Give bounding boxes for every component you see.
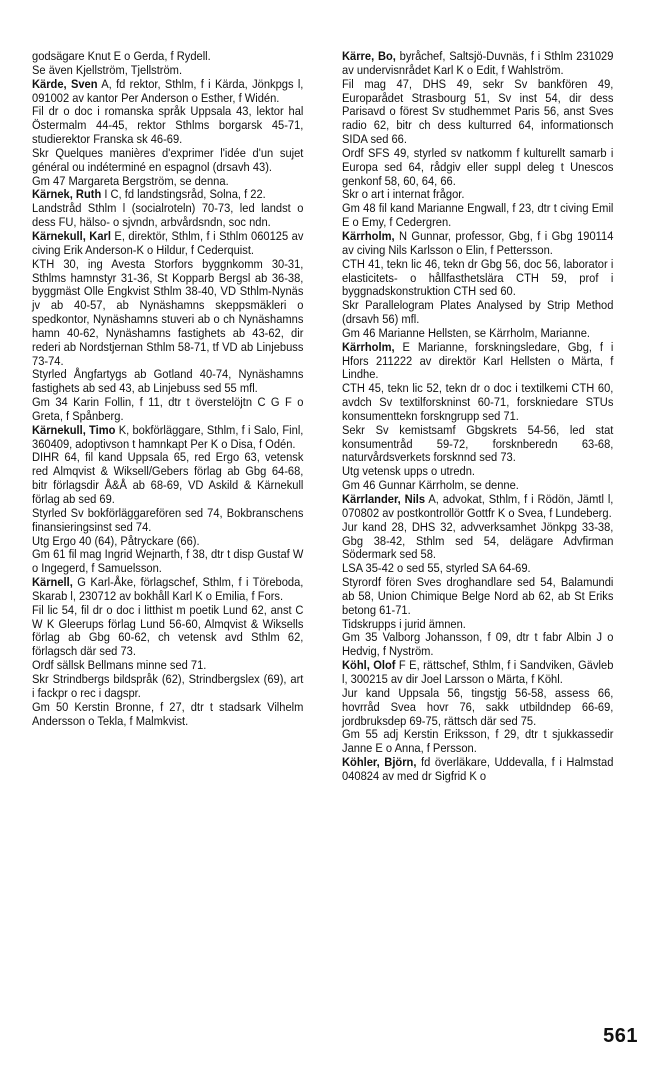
entry-name: Kärre, Bo, [342, 49, 396, 63]
entry-text: A, fd rektor, Sthlm, f i Kärda, Jönkpgs l, 091002 av kantor Per Anderson o Esther, f Widén. [32, 76, 304, 105]
entry-heading-paragraph [32, 424, 303, 452]
entry-paragraph [342, 562, 613, 576]
entry-text: Skr Quelques manières d'exprimer l'idée d'un sujet général ou indéterminé en espagnol (drsavh 43). [32, 145, 304, 174]
entry-text: Skr Strindbergs bildspråk (62), Strindbergslex (69), art i fackpr o rec i dagspr. [32, 671, 304, 700]
entry-paragraph [342, 382, 613, 424]
entry-text: CTH 41, tekn lic 46, tekn dr Gbg 56, doc 56, laborator i elasticitets- o hållfasthetslära CTH 59, prof i byggnadskonstruktion CTH sed 60. [342, 256, 614, 299]
entry-paragraph [342, 479, 613, 493]
entry-heading-paragraph [342, 230, 613, 258]
entry-paragraph [342, 327, 613, 341]
entry-paragraph [32, 604, 303, 659]
entry-text: Fil lic 54, fil dr o doc i litthist m poetik Lund 62, anst C W K Gleerups förlag Lund 56-60, Almqvist & Wiksells förlag ab Gbg 60-62, ch vetensk avd Sthlm 62, förlagsch där sed 73. [32, 602, 304, 659]
entry-text: Styrordf fören Sves droghandlare sed 54, Balamundi ab 58, Union Chimique Belge Nord ab 62, ab St Eriks betong 61-71. [342, 575, 614, 617]
entry-paragraph [32, 105, 303, 147]
entry-paragraph [342, 202, 613, 230]
entry-paragraph [342, 188, 613, 202]
entry-text: F E, rättschef, Sthlm, f i Sandviken, Gävleb l, 300215 av dir Joel Larsson o Märta, f Köhl. [342, 658, 614, 686]
entry-text: Landstråd Sthlm l (socialroteln) 70-73, led landst o dess FU, hälso- o sjvndn, arbvårdsndn, soc ndn. [32, 201, 304, 230]
entry-text: Jur kand 28, DHS 32, advverksamhet Jönkpg 33-38, Gbg 38-42, Sthlm sed 54, delägare Advfirman Södermark sed 58. [342, 519, 614, 562]
entry-text: Gm 61 fil mag Ingrid Wejnarth, f 38, dtr t disp Gustaf W o Ingegerd, f Samuelsson. [32, 547, 304, 576]
entry-name: Kärnek, Ruth [32, 187, 102, 202]
entry-paragraph [32, 50, 303, 64]
entry-text: A, advokat, Sthlm, f i Rödön, Jämtl l, 070802 av postkontrollör Gottfr K o Svea, f Lundeberg. [342, 492, 614, 520]
entry-text: E Marianne, forskningsledare, Gbg, f i Hfors 211222 av direktör Karl Hellsten o Märta, f Lindhe. [342, 339, 614, 382]
entry-paragraph [342, 618, 613, 632]
entry-text: Tidskrupps i jurid ämnen. [342, 616, 466, 631]
entry-text: Sekr Sv kemistsamf Gbgskrets 54-56, led stat konsumentråd 59-72, forsknberedn 63-68, naturvårdsverkets forsknnd sed 73. [342, 422, 614, 465]
entry-heading-paragraph [32, 230, 303, 258]
left-column [32, 50, 303, 728]
entry-name: Kärrholm, [342, 228, 395, 243]
entry-paragraph [342, 78, 613, 147]
entry-text: Gm 34 Karin Follin, f 11, dtr t överstelöjtn C G F o Greta, f Spånberg. [32, 395, 304, 423]
entry-text: Gm 35 Valborg Johansson, f 09, dtr t fabr Albin J o Hedvig, f Nyström. [342, 630, 614, 659]
entry-name: Kärnekull, Timo [32, 422, 116, 437]
entry-name: Kärrholm, [342, 339, 395, 354]
entry-heading-paragraph [32, 78, 303, 106]
entry-text: Gm 50 Kerstin Bronne, f 27, dtr t stadsark Vilhelm Andersson o Tekla, f Malmkvist. [32, 699, 304, 728]
entry-text: I C, fd landstingsråd, Solna, f 22. [101, 187, 266, 202]
entry-text: Ordf sällsk Bellmans minne sed 71. [32, 658, 207, 673]
entry-text: Styrled Ångfartygs ab Gotland 40-74, Nynäshamns fastighets ab sed 43, ab Linjebuss sed 55 mfl. [32, 367, 304, 396]
entry-paragraph [32, 451, 303, 506]
entry-text: Gm 47 Margareta Bergström, se denna. [32, 173, 229, 188]
entry-text: KTH 30, ing Avesta Storfors byggnkomm 30-31, Sthlms hamnstyr 31-36, St Kopparb Bergsl ab 36-38, byggmäst Olle Engkvist Sthlm 38-40, VD Sthlm-Nynäs jv ab 40-57, ab Nynäshamns skeppsmäkleri o spedkontor, Nynäshamns stuveri ab o ch Nynäshamns hamn 40-62, Nynäshamns fastighets ab 43-62, dir rederi ab Nordstjernan Sthlm 58-71, tf VD ab Linjebuss 73-74. [32, 256, 304, 368]
entry-heading-paragraph [32, 188, 303, 202]
entry-text: DIHR 64, fil kand Uppsala 65, red Ergo 63, vetensk red Almqvist & Wiksell/Gebers förlag ab Gbg 64-68, bitr förlagsdir Å&Å ab 68-69, VD Askild & Kärnekull förlag ab sed 69. [32, 450, 304, 506]
entry-paragraph [32, 673, 303, 701]
entry-paragraph [342, 728, 613, 756]
entry-text: Ordf SFS 49, styrled sv natkomm f kulturellt samarb i Europa sed 64, rådgiv eller suppl deleg t Unescos genkonf 58, 60, 64, 66. [342, 145, 614, 188]
entry-paragraph [32, 368, 303, 396]
entry-text: Gm 46 Gunnar Kärrholm, se denne. [342, 478, 519, 493]
entry-paragraph [32, 147, 303, 175]
entry-paragraph [342, 299, 613, 327]
entry-paragraph [32, 535, 303, 549]
entry-name: Kärrlander, Nils [342, 492, 426, 506]
entry-text: Skr o art i internat frågor. [342, 187, 465, 202]
entry-text: G Karl-Åke, förlagschef, Sthlm, f i Töreboda, Skarab l, 230712 av bokhåll Karl K o Emilia, f Fors. [32, 575, 304, 603]
entry-text: Fil dr o doc i romanska språk Uppsala 43, lektor hal Östermalm 44-45, rektor Sthlms borgarsk 45-71, studierektor Franska sk 46-69. [32, 104, 304, 147]
entry-text: Se även Kjellström, Tjellström. [32, 62, 183, 77]
entry-paragraph [342, 687, 613, 729]
entry-text: LSA 35-42 o sed 55, styrled SA 64-69. [342, 561, 531, 576]
entry-paragraph [32, 64, 303, 78]
entry-text: Gm 48 fil kand Marianne Engwall, f 23, dtr t civing Emil E o Emy, f Cedergren. [342, 201, 614, 230]
entry-paragraph [342, 631, 613, 659]
entry-text: E, direktör, Sthlm, f i Sthlm 060125 av civing Erik Anderson-K o Hildur, f Cederquist. [32, 228, 304, 257]
entry-name: Kärnell, [32, 575, 73, 590]
entry-paragraph [32, 659, 303, 673]
entry-text: Utg Ergo 40 (64), Påtryckare (66). [32, 533, 200, 548]
entry-paragraph [342, 258, 613, 300]
entry-heading-paragraph [342, 341, 613, 383]
entry-paragraph [342, 576, 613, 618]
right-column [342, 50, 613, 784]
entry-paragraph [32, 258, 303, 369]
page-number: 561 [603, 1025, 638, 1047]
entry-text: K, bokförläggare, Sthlm, f i Salo, Finl, 360409, adoptivson t hamnkapt Per K o Disa, f Odén. [32, 422, 304, 451]
entry-text: Gm 46 Marianne Hellsten, se Kärrholm, Marianne. [342, 325, 590, 340]
entry-text: Fil mag 47, DHS 49, sekr Sv bankfören 49, Europarådet Strasbourg 51, Sv inst 54, dir dess Parisavd o förest Sv studhemmet Paris 56, anst Sves radio 62, bitr ch dess kulturred 64, informationsch SIDA sed 66. [342, 76, 614, 147]
entry-heading-paragraph [342, 756, 613, 784]
entry-paragraph [32, 202, 303, 230]
entry-paragraph [342, 147, 613, 189]
entry-text: byråchef, Saltsjö-Duvnäs, f i Sthlm 231029 av undervisnrådet Karl K o Edit, f Wahlström. [342, 49, 614, 77]
entry-paragraph [32, 175, 303, 189]
entry-text: Skr Parallelogram Plates Analysed by Strip Method (drsavh 56) mfl. [342, 298, 614, 327]
entry-name: Kärde, Sven [32, 76, 98, 91]
entry-text: Styrled Sv bokförläggarefören sed 74, Bokbranschens finansieringsinst sed 74. [32, 505, 304, 534]
entry-text: Jur kand Uppsala 56, tingstjg 56-58, assess 66, hovrråd Svea hovr 76, sakk utbildndep 66-69, jordbruksdep 69-75, rättsch där sed 75. [342, 685, 614, 728]
entry-paragraph [342, 424, 613, 466]
entry-paragraph [32, 396, 303, 424]
entry-heading-paragraph [342, 659, 613, 687]
entry-text: CTH 45, tekn lic 52, tekn dr o doc i textilkemi CTH 60, avdch Sv textilforskninst 60-71, forskniedare STUs konsumenttekn forskngrupp sed 71. [342, 381, 614, 423]
entry-heading-paragraph [32, 576, 303, 604]
entry-paragraph [32, 548, 303, 576]
entry-paragraph [32, 701, 303, 729]
entry-name: Köhl, Olof [342, 658, 396, 673]
entry-heading-paragraph [342, 493, 613, 521]
entry-paragraph [342, 465, 613, 479]
entry-text: fd överläkare, Uddevalla, f i Halmstad 040824 av med dr Sigfrid K o [342, 755, 614, 783]
entry-text: N Gunnar, professor, Gbg, f i Gbg 190114 av civing Nils Karlsson o Elin, f Pettersson. [342, 228, 614, 257]
entry-text: godsägare Knut E o Gerda, f Rydell. [32, 49, 211, 63]
entry-paragraph [32, 507, 303, 535]
entry-name: Kärnekull, Karl [32, 228, 111, 243]
entry-text: Gm 55 adj Kerstin Eriksson, f 29, dtr t sjukkassedir Janne E o Anna, f Persson. [342, 727, 614, 756]
entry-text: Utg vetensk upps o utredn. [342, 464, 475, 479]
entry-paragraph [342, 521, 613, 563]
entry-heading-paragraph [342, 50, 613, 78]
entry-name: Köhler, Björn, [342, 755, 417, 770]
